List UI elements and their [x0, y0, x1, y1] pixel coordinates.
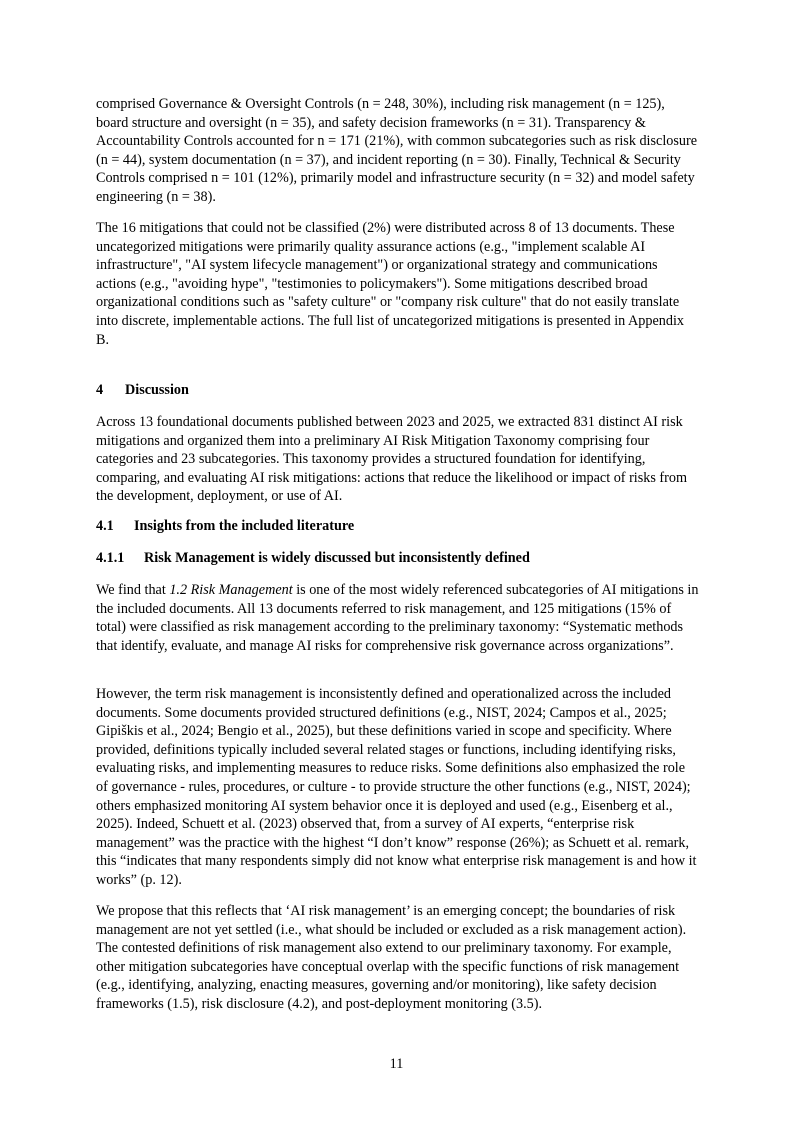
page-number: 11: [389, 1056, 404, 1072]
section-heading-discussion: [96, 381, 700, 400]
paragraph-uncategorized-mitigations: The 16 mitigations that could not be classified (2%) were distributed across 8 of 13 documents. These uncategorized mitigations were primarily quality assurance actions (e.g., "implement scalable AI infrastructure", "AI system lifecycle management") or organizational strategy and communications actions (e.g., "avoiding hype", "testimonies to policymakers"). Some mitigations described broad organizational conditions such as "safety culture" or "company risk culture" that do not easily translate into discrete, implementable actions. The full list of uncategorized mitigations is presented in Appendix B.: [96, 220, 684, 348]
paragraph-risk-management-frequency: [96, 581, 700, 655]
subsubsection-number: 4.1.1: [96, 550, 125, 566]
subsection-number: 4.1: [96, 518, 114, 534]
section-title: Discussion: [125, 382, 189, 398]
subsubsection-title: Risk Management is widely discussed but inconsistently defined: [144, 550, 530, 566]
paragraph-text-end: is one of the most widely referenced subcategories of AI mitigations in the included documents. All 13 documents referred to risk management, and 125 mitigations (15% of total) were classified as risk management according to the preliminary taxonomy: “Systematic methods that identify, evaluate, and manage AI risks for comprehensive risk governance across organizations”.: [96, 582, 699, 654]
paragraph-emerging-concept: We propose that this reflects that ‘AI risk management’ is an emerging concept; the boundaries of risk management are not yet settled (i.e., what should be included or excluded as a risk management action). The contested definitions of risk management also extend to our preliminary taxonomy. For example, other mitigation subcategories have conceptual overlap with the specific functions of risk management (e.g., identifying, analyzing, enacting measures, governing and/or monitoring), like safety decision frameworks (1.5), risk disclosure (4.2), and post-deployment monitoring (3.5).: [96, 903, 687, 1012]
paragraph-results-categories: comprised Governance & Oversight Controls (n = 248, 30%), including risk management (n = 125), board structure and oversight (n = 35), and safety decision frameworks (n = 31). Transparency & Accountability Controls accounted for n = 171 (21%), with common subcategories such as risk disclosure (n = 44), system documentation (n = 37), and incident reporting (n = 30). Finally, Technical & Security Controls comprised n = 101 (12%), primarily model and infrastructure security (n = 32) and model safety engineering (n = 38).: [96, 96, 697, 205]
section-number: 4: [96, 382, 104, 398]
subsection-heading-insights: [96, 517, 700, 536]
paragraph-discussion-intro: Across 13 foundational documents published between 2023 and 2025, we extracted 831 distinct AI risk mitigations and organized them into a preliminary AI Risk Mitigation Taxonomy comprising four categories and 23 subcategories. This taxonomy provides a structured foundation for identifying, comparing, and evaluating AI risk mitigations: actions that reduce the likelihood or impact of risks from the development, deployment, or use of AI.: [96, 414, 688, 505]
subsection-title: Insights from the included literature: [134, 518, 355, 534]
paragraph-inconsistent-definitions: However, the term risk management is inconsistently defined and operationalized across the included documents. Some documents provided structured definitions (e.g., NIST, 2024; Campos et al., 2025; Gipiškis et al., 2024; Bengio et al., 2025), but these definitions varied in scope and specificity. Where provided, definitions typically included several related stages or functions, including identifying risks, evaluating risks, and implementing measures to reduce risks. Some definitions also emphasized the role of governance - rules, procedures, or culture - to provide structure the other functions (e.g., NIST, 2024); others emphasized monitoring AI system behavior once it is deployed and used (e.g., Eisenberg et al., 2025). Indeed, Schuett et al. (2023) observed that, from a survey of AI experts, “enterprise risk management” was the practice with the highest “I don’t know” response (26%); as Schuett et al. remark, this “indicates that many respondents simply did not know what enterprise risk management is and how it works” (p. 12).: [96, 686, 697, 888]
subsubsection-heading-risk-management: [96, 549, 700, 568]
subcategory-name-emphasis: 1.2 Risk Management: [169, 582, 293, 598]
paragraph-text-start: We find that: [96, 582, 170, 598]
